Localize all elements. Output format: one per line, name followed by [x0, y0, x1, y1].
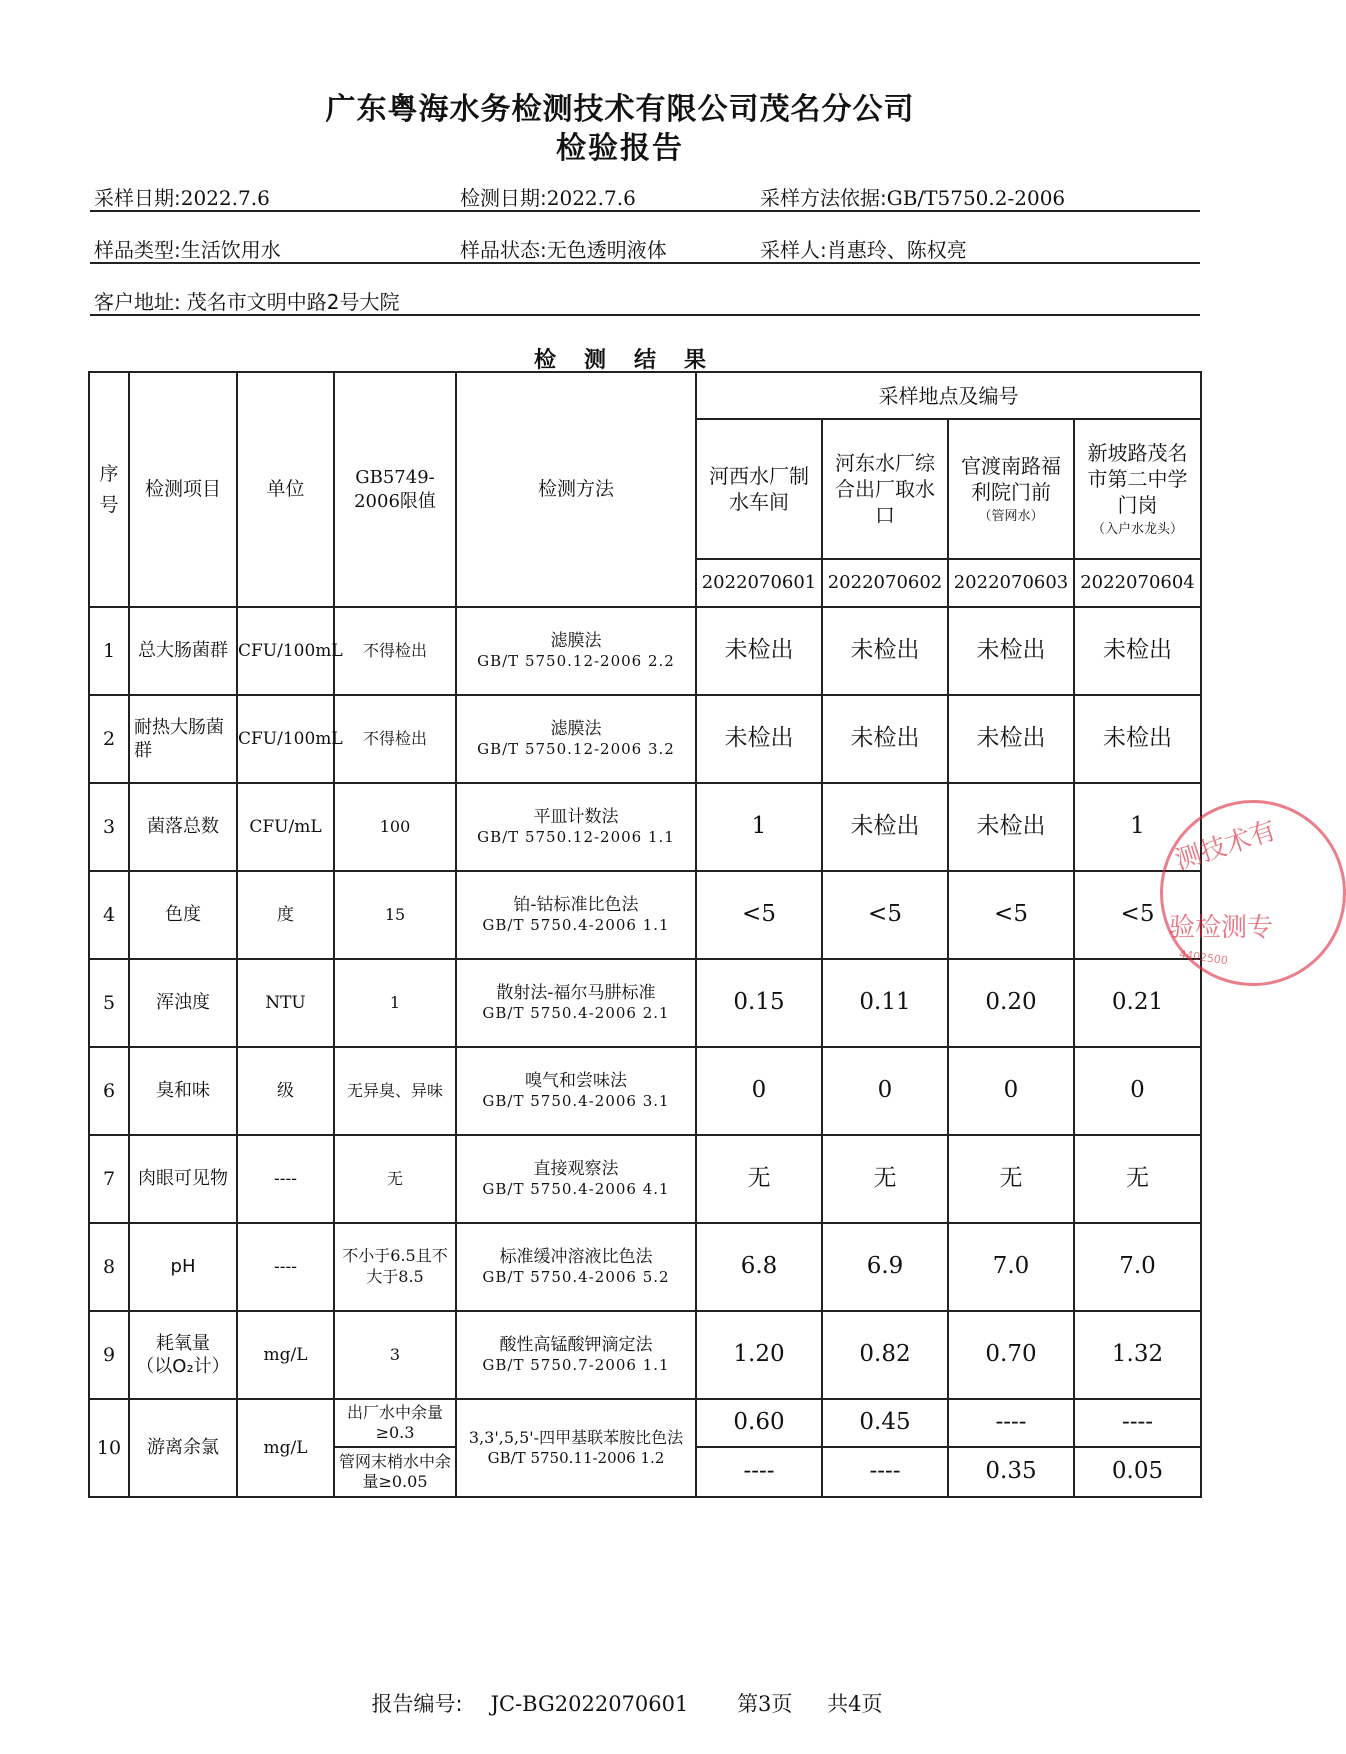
- method-standard: GB/T 5750.12-2006 1.1: [477, 828, 675, 847]
- result-value: 1.20: [696, 1311, 822, 1399]
- row-unit: 度: [237, 871, 334, 959]
- row-method: [456, 1223, 696, 1311]
- row-limit: 1: [334, 959, 456, 1047]
- row-method: [456, 1311, 696, 1399]
- method-standard: GB/T 5750.4-2006 4.1: [482, 1180, 670, 1199]
- table-row: [89, 1223, 1201, 1311]
- result-value: 0: [696, 1047, 822, 1135]
- row-item-label: 耗氧量: [156, 1332, 210, 1354]
- company-seal: 测技术有 验检测专 4402500: [1160, 800, 1346, 986]
- row-method: [456, 871, 696, 959]
- result-value: 0.45: [822, 1399, 948, 1447]
- table-row: [89, 1047, 1201, 1135]
- row-item-label: pH: [170, 1256, 196, 1278]
- report-title: 检验报告: [556, 131, 684, 166]
- result-value: <5: [822, 871, 948, 959]
- result-value: 未检出: [822, 783, 948, 871]
- result-value: 未检出: [696, 695, 822, 783]
- header-sites-group: 采样地点及编号: [696, 372, 1201, 419]
- method-name: 标准缓冲溶液比色法: [499, 1247, 653, 1268]
- sampler-field: 采样人:肖惠玲、陈权亮: [760, 238, 967, 262]
- result-value: 未检出: [696, 607, 822, 695]
- row-item-note: （以O₂计）: [136, 1356, 230, 1377]
- result-value: 6.9: [822, 1223, 948, 1311]
- row-limit: 不得检出: [334, 607, 456, 695]
- method-standard: GB/T 5750.11-2006 1.2: [487, 1448, 665, 1467]
- row-item: [129, 695, 237, 783]
- site-name-3: 官渡南路福利院门前 （管网水）: [948, 419, 1074, 559]
- sample-state-field: 样品状态:无色透明液体: [460, 238, 667, 262]
- row-item-label: 臭和味: [156, 1080, 210, 1102]
- meta-row-sample: [90, 232, 1200, 264]
- row-limit: 无: [334, 1135, 456, 1223]
- result-value: 0.35: [948, 1447, 1074, 1497]
- result-value: 7.0: [948, 1223, 1074, 1311]
- row-item-label: 耐热大肠菌群: [134, 716, 224, 761]
- row-seq: 3: [89, 783, 129, 871]
- row-unit: ----: [237, 1223, 334, 1311]
- method-name: 直接观察法: [533, 1159, 619, 1180]
- row-limit-network: 管网末梢水中余量≥0.05: [334, 1447, 456, 1497]
- page-number: 第3页: [737, 1692, 793, 1716]
- method-standard: GB/T 5750.4-2006 5.2: [482, 1268, 670, 1287]
- row-seq: 1: [89, 607, 129, 695]
- row-item: [129, 607, 237, 695]
- row-seq: 10: [89, 1399, 129, 1497]
- result-value: <5: [1074, 871, 1201, 959]
- method-standard: GB/T 5750.12-2006 2.2: [477, 652, 675, 671]
- method-name: 滤膜法: [550, 631, 602, 652]
- method-standard: GB/T 5750.7-2006 1.1: [482, 1356, 670, 1375]
- result-value: 未检出: [948, 783, 1074, 871]
- result-value: 0.11: [822, 959, 948, 1047]
- result-value: <5: [696, 871, 822, 959]
- method-name: 滤膜法: [550, 719, 602, 740]
- row-limit: 不小于6.5且不大于8.5: [334, 1223, 456, 1311]
- row-method: [456, 1399, 696, 1497]
- row-method: [456, 1135, 696, 1223]
- result-value: 0.70: [948, 1311, 1074, 1399]
- site-name-2: 河东水厂综合出厂取水口: [822, 419, 948, 559]
- result-value: 未检出: [822, 695, 948, 783]
- row-seq: 6: [89, 1047, 129, 1135]
- row-unit: 级: [237, 1047, 334, 1135]
- method-name: 散射法-福尔马肼标准: [496, 983, 656, 1004]
- result-value: 无: [822, 1135, 948, 1223]
- row-item: [129, 1135, 237, 1223]
- result-value: 无: [696, 1135, 822, 1223]
- row-unit: NTU: [237, 959, 334, 1047]
- result-value: 未检出: [822, 607, 948, 695]
- row-seq: 5: [89, 959, 129, 1047]
- method-standard: GB/T 5750.4-2006 3.1: [482, 1092, 670, 1111]
- result-value: 0.60: [696, 1399, 822, 1447]
- row-item: [129, 959, 237, 1047]
- site-name-4: 新坡路茂名市第二中学门岗 （入户水龙头）: [1074, 419, 1201, 559]
- row-seq: 2: [89, 695, 129, 783]
- results-table: [88, 371, 1202, 1498]
- result-value: ----: [1074, 1399, 1201, 1447]
- result-value: 7.0: [1074, 1223, 1201, 1311]
- row-unit: mg/L: [237, 1399, 334, 1497]
- page-total: 共4页: [827, 1692, 883, 1716]
- row-method: [456, 783, 696, 871]
- result-value: ----: [696, 1447, 822, 1497]
- row-item: [129, 1311, 237, 1399]
- row-method: [456, 959, 696, 1047]
- row-item-label: 浑浊度: [156, 992, 210, 1014]
- header-seq: 序 号: [89, 372, 129, 607]
- result-value: 0.82: [822, 1311, 948, 1399]
- row-item: [129, 783, 237, 871]
- header-limit: GB5749-2006限值: [334, 372, 456, 607]
- sampling-method-field: 采样方法依据:GB/T5750.2-2006: [760, 186, 1066, 210]
- sample-type-field: 样品类型:生活饮用水: [94, 238, 281, 262]
- result-value: 0.20: [948, 959, 1074, 1047]
- header-method: 检测方法: [456, 372, 696, 607]
- result-value: <5: [948, 871, 1074, 959]
- table-row: [89, 959, 1201, 1047]
- result-value: 1: [1074, 783, 1201, 871]
- table-row: [89, 607, 1201, 695]
- results-title: 检测结果: [533, 348, 734, 373]
- row-method: [456, 695, 696, 783]
- row-unit: mg/L: [237, 1311, 334, 1399]
- test-date-field: 检测日期:2022.7.6: [460, 186, 636, 210]
- row-item: [129, 871, 237, 959]
- row-method: [456, 1047, 696, 1135]
- row-item-label: 肉眼可见物: [138, 1168, 228, 1190]
- row-limit-factory: 出厂水中余量≥0.3: [334, 1399, 456, 1447]
- result-value: ----: [822, 1447, 948, 1497]
- result-value: 0.15: [696, 959, 822, 1047]
- site-code-2: 2022070602: [822, 559, 948, 607]
- method-standard: GB/T 5750.4-2006 2.1: [482, 1004, 670, 1023]
- method-name: 铂-钴标准比色法: [513, 895, 639, 916]
- row-item: [129, 1047, 237, 1135]
- client-address-field: 客户地址: 茂名市文明中路2号大院: [94, 290, 400, 314]
- table-row: [89, 1135, 1201, 1223]
- method-standard: GB/T 5750.4-2006 1.1: [482, 916, 670, 935]
- row-seq: 4: [89, 871, 129, 959]
- row-limit: 15: [334, 871, 456, 959]
- report-number: 报告编号: JC-BG2022070601: [371, 1692, 689, 1716]
- row-item-label: 色度: [165, 904, 201, 926]
- table-row: [89, 1399, 1201, 1447]
- row-limit: 不得检出: [334, 695, 456, 783]
- row-item: [129, 1223, 237, 1311]
- row-unit: ----: [237, 1135, 334, 1223]
- table-row: [89, 695, 1201, 783]
- footer: [0, 1688, 1240, 1718]
- row-item-label: 总大肠菌群: [138, 640, 228, 662]
- row-seq: 7: [89, 1135, 129, 1223]
- result-value: 未检出: [1074, 695, 1201, 783]
- result-value: 未检出: [948, 695, 1074, 783]
- method-name: 嗅气和尝味法: [525, 1071, 627, 1092]
- meta-row-address: [90, 284, 1200, 316]
- result-value: 0.05: [1074, 1447, 1201, 1497]
- row-unit: CFU/mL: [237, 783, 334, 871]
- method-name: 3,3',5,5'-四甲基联苯胺比色法: [468, 1427, 684, 1447]
- table-row: [89, 1311, 1201, 1399]
- site-code-1: 2022070601: [696, 559, 822, 607]
- row-seq: 9: [89, 1311, 129, 1399]
- site-name-1: 河西水厂制水车间: [696, 419, 822, 559]
- table-row: [89, 783, 1201, 871]
- result-value: 0: [1074, 1047, 1201, 1135]
- site-code-4: 2022070604: [1074, 559, 1201, 607]
- method-name: 平皿计数法: [533, 807, 619, 828]
- result-value: ----: [948, 1399, 1074, 1447]
- row-method: [456, 607, 696, 695]
- result-value: 0.21: [1074, 959, 1201, 1047]
- row-seq: 8: [89, 1223, 129, 1311]
- method-name: 酸性高锰酸钾滴定法: [499, 1335, 653, 1356]
- row-limit: 100: [334, 783, 456, 871]
- sampling-date-field: 采样日期:2022.7.6: [94, 186, 270, 210]
- result-value: 无: [1074, 1135, 1201, 1223]
- row-unit: CFU/100mL: [237, 607, 334, 695]
- row-unit: CFU/100mL: [237, 695, 334, 783]
- result-value: 0: [822, 1047, 948, 1135]
- row-limit: 3: [334, 1311, 456, 1399]
- header-item: 检测项目: [129, 372, 237, 607]
- result-value: 未检出: [1074, 607, 1201, 695]
- site-code-3: 2022070603: [948, 559, 1074, 607]
- result-value: 0: [948, 1047, 1074, 1135]
- row-item: 游离余氯: [129, 1399, 237, 1497]
- result-value: 无: [948, 1135, 1074, 1223]
- company-title: 广东粤海水务检测技术有限公司茂名分公司: [325, 92, 915, 127]
- method-standard: GB/T 5750.12-2006 3.2: [477, 740, 675, 759]
- result-value: 1.32: [1074, 1311, 1201, 1399]
- header-unit: 单位: [237, 372, 334, 607]
- table-row: [89, 871, 1201, 959]
- result-value: 1: [696, 783, 822, 871]
- meta-row-dates: [90, 180, 1200, 212]
- result-value: 6.8: [696, 1223, 822, 1311]
- row-limit: 无异臭、异味: [334, 1047, 456, 1135]
- row-item-label: 菌落总数: [147, 816, 219, 838]
- result-value: 未检出: [948, 607, 1074, 695]
